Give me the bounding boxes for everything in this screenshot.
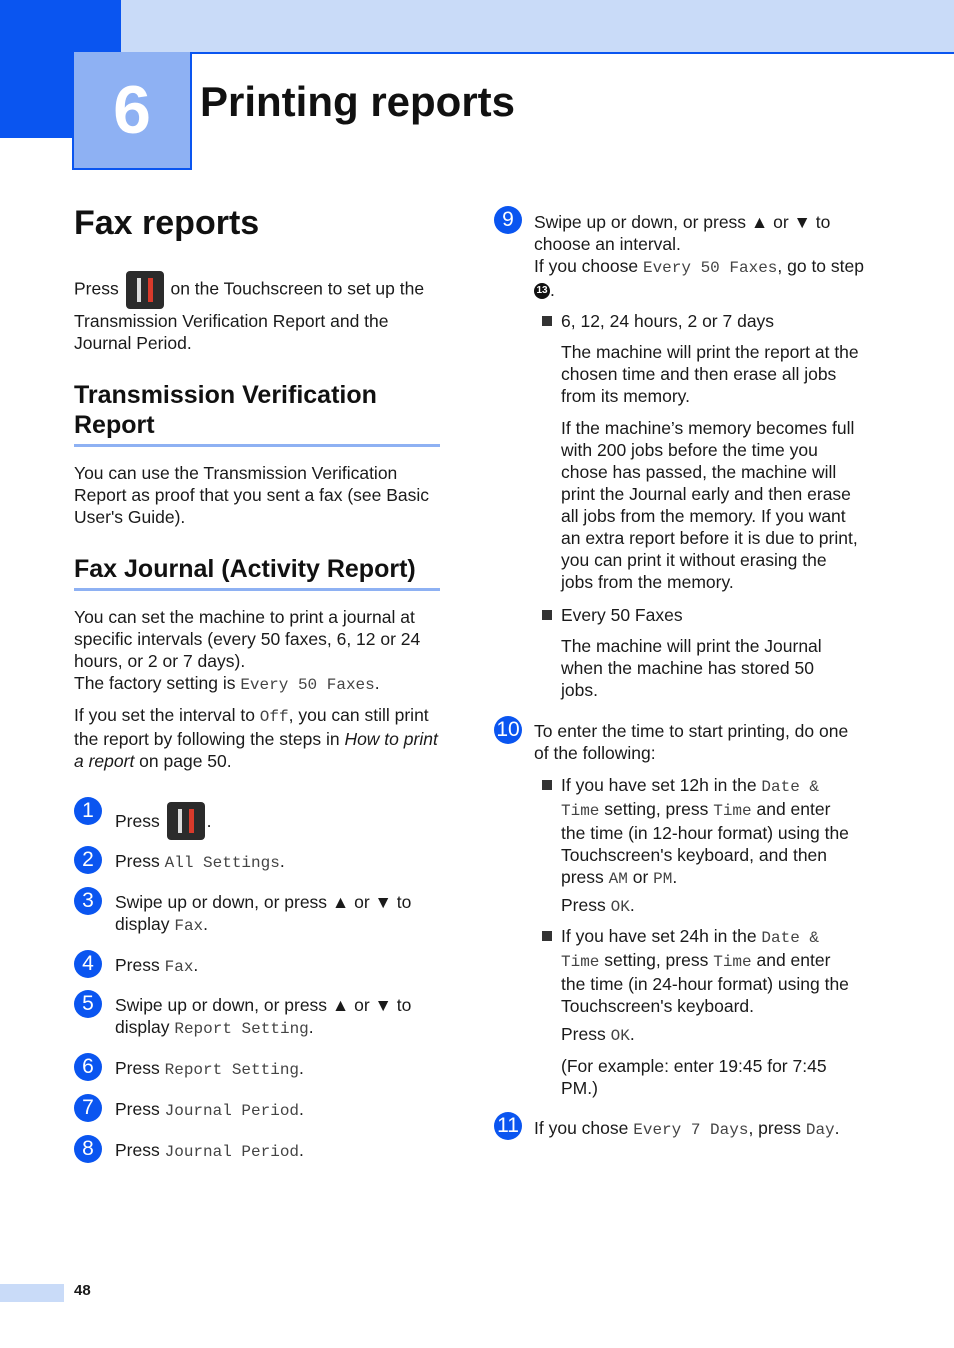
example-text: (For example: enter 19:45 for 7:45 PM.) [561, 1056, 827, 1098]
step-number: 10 [494, 716, 522, 744]
option-24h: If you have set 24h in the Date & Time setting, press Time and enter the time (in 24-hour format) using the Touchscreen's keyboard. [561, 926, 849, 1016]
option-title: 6, 12, 24 hours, 2 or 7 days [561, 311, 775, 331]
bullet-icon [542, 316, 552, 326]
option-description: The machine will print the Journal when the machine has stored 50 jobs. [561, 636, 822, 700]
journal-paragraph-2: If you set the interval to Off, you can still print the report by following the steps in How to print a report on page 50. [74, 705, 438, 771]
step-number: 11 [494, 1112, 522, 1140]
journal-heading: Fax Journal (Activity Report) [74, 555, 416, 583]
step-number: 1 [74, 797, 102, 825]
step-11-text: If you chose Every 7 Days, press Day. [534, 1118, 840, 1139]
step-reference-icon: 13 [534, 283, 550, 299]
step-3-text: Swipe up or down, or press ▲ or ▼ to display Fax. [115, 892, 412, 935]
bullet-icon [542, 931, 552, 941]
step-number: 6 [74, 1053, 102, 1081]
step-8-text: Press Journal Period. [115, 1140, 304, 1161]
step-number: 2 [74, 846, 102, 874]
intro-paragraph: Press on the Touchscreen to set up the [74, 271, 444, 309]
step-9-text: Swipe up or down, or press ▲ or ▼ to choose an interval. If you choose Every 50 Faxes, go to step 13 . [534, 212, 864, 300]
chapter-number-badge: 6 [72, 52, 192, 170]
step-7-text: Press Journal Period. [115, 1099, 304, 1120]
step-2-text: Press All Settings. [115, 851, 285, 872]
page-reference-link[interactable]: How to print a report [74, 729, 438, 771]
option-title: Every 50 Faxes [561, 605, 683, 625]
chapter-title: Printing reports [200, 78, 516, 125]
tvr-body: You can use the Transmission Verification Report as proof that you sent a fax (see Basic User's Guide). [74, 463, 430, 527]
header-band [121, 0, 954, 54]
step-number: 3 [74, 887, 102, 915]
option-12h: If you have set 12h in the Date & Time setting, press Time and enter the time (in 12-hour format) using the Touchscreen's keyboard, and then press AM or PM. [561, 775, 849, 888]
page-number-bar [0, 1284, 64, 1302]
step-1-text: Press . [115, 802, 211, 840]
step-6-text: Press Report Setting. [115, 1058, 304, 1079]
heading-rule [74, 588, 440, 591]
heading-rule [74, 444, 440, 447]
press-ok-text: Press OK. [561, 1024, 635, 1045]
tvr-heading: Transmission Verification Report [74, 381, 377, 439]
step-number: 5 [74, 990, 102, 1018]
bullet-icon [542, 610, 552, 620]
settings-tools-icon [167, 802, 205, 840]
journal-paragraph-1: You can set the machine to print a journal at specific intervals (every 50 faxes, 6, 12 or 24 hours, or 2 or 7 days). The factory setting is Every 50 Faxes. [74, 607, 421, 694]
option-note: If the machine’s memory becomes full with 200 jobs before the time you chose has passed, the machine will print the Journal early and then erase all jobs from the memory. If you want an extra report before it is due to print, you can print it without erasing the jobs from the memory. [561, 418, 858, 592]
step-number: 8 [74, 1135, 102, 1163]
page-number: 48 [74, 1282, 91, 1299]
settings-tools-icon [126, 271, 164, 309]
step-5-text: Swipe up or down, or press ▲ or ▼ to display Report Setting. [115, 995, 412, 1038]
step-4-text: Press Fax. [115, 955, 199, 976]
intro-paragraph-continued: Transmission Verification Report and the Journal Period. [74, 311, 389, 353]
bullet-icon [542, 780, 552, 790]
step-number: 9 [494, 206, 522, 234]
step-number: 7 [74, 1094, 102, 1122]
section-title: Fax reports [74, 204, 260, 242]
option-description: The machine will print the report at the chosen time and then erase all jobs from its memory. [561, 342, 859, 406]
step-number: 4 [74, 950, 102, 978]
step-10-text: To enter the time to start printing, do one of the following: [534, 721, 849, 763]
press-ok-text: Press OK. [561, 895, 635, 916]
